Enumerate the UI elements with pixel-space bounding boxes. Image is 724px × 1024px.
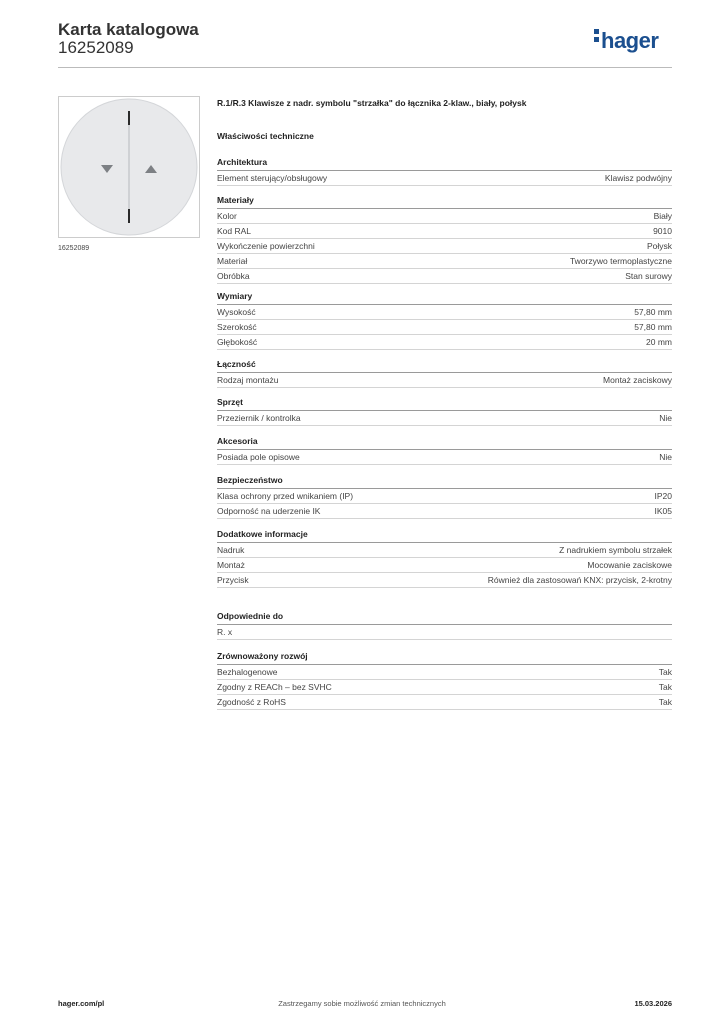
group-title: Materiały bbox=[217, 193, 672, 209]
product-image bbox=[58, 96, 200, 238]
row-value: Połysk bbox=[646, 241, 672, 251]
row-value: 9010 bbox=[653, 226, 672, 236]
row-label: Szerokość bbox=[217, 322, 257, 332]
group-dodatkowe-informacje bbox=[217, 527, 672, 588]
row-value: Tak bbox=[658, 682, 672, 692]
group-akcesoria bbox=[217, 434, 672, 465]
row-label: Przeziernik / kontrolka bbox=[217, 413, 301, 423]
table-row bbox=[217, 305, 672, 320]
footer-website-link[interactable]: hager.com/pl bbox=[58, 999, 105, 1008]
table-row bbox=[217, 504, 672, 519]
row-label: Materiał bbox=[217, 256, 248, 266]
table-row bbox=[217, 239, 672, 254]
table-row bbox=[217, 558, 672, 573]
row-label: Wykończenie powierzchni bbox=[217, 241, 315, 251]
product-title: R.1/R.3 Klawisze z nadr. symbolu "strzałka" do łącznika 2-klaw., biały, połysk bbox=[217, 98, 527, 108]
row-value: Klawisz podwójny bbox=[604, 173, 672, 183]
group-title: Sprzęt bbox=[217, 395, 672, 411]
group-materialy bbox=[217, 193, 672, 284]
group-wymiary bbox=[217, 289, 672, 350]
row-label: Wysokość bbox=[217, 307, 256, 317]
footer-date: 15.03.2026 bbox=[634, 999, 672, 1008]
row-value: Mocowanie zaciskowe bbox=[587, 560, 672, 570]
table-row bbox=[217, 224, 672, 239]
group-odpowiednie-do bbox=[217, 609, 672, 640]
table-row bbox=[217, 543, 672, 558]
row-value: Biały bbox=[653, 211, 672, 221]
row-value: 20 mm bbox=[646, 337, 672, 347]
group-title: Bezpieczeństwo bbox=[217, 473, 672, 489]
row-value: Nie bbox=[659, 452, 672, 462]
header-divider bbox=[58, 67, 672, 68]
row-label: Klasa ochrony przed wnikaniem (IP) bbox=[217, 491, 354, 501]
document-title: Karta katalogowa bbox=[58, 20, 199, 39]
group-title: Akcesoria bbox=[217, 434, 672, 450]
row-label: Posiada pole opisowe bbox=[217, 452, 300, 462]
table-row bbox=[217, 489, 672, 504]
group-title: Zrównoważony rozwój bbox=[217, 649, 672, 665]
footer-notice: Zastrzegamy sobie możliwość zmian technicznych bbox=[278, 999, 446, 1008]
group-zrownowazony-rozwoj bbox=[217, 649, 672, 710]
row-label: Element sterujący/obsługowy bbox=[217, 173, 328, 183]
table-row bbox=[217, 665, 672, 680]
table-row bbox=[217, 695, 672, 710]
row-label: Kod RAL bbox=[217, 226, 252, 236]
logo-dots-icon bbox=[594, 29, 599, 45]
row-value: Tak bbox=[658, 667, 672, 677]
group-architektura bbox=[217, 155, 672, 186]
row-label: Kolor bbox=[217, 211, 237, 221]
logo-text: hager bbox=[601, 28, 659, 53]
table-row bbox=[217, 335, 672, 350]
table-row bbox=[217, 680, 672, 695]
row-label: Odporność na uderzenie IK bbox=[217, 506, 321, 516]
group-bezpieczenstwo bbox=[217, 473, 672, 519]
row-label: R. x bbox=[217, 627, 233, 637]
table-row bbox=[217, 373, 672, 388]
row-label: Głębokość bbox=[217, 337, 258, 347]
row-value: 57,80 mm bbox=[634, 322, 672, 332]
row-value: Stan surowy bbox=[625, 271, 672, 281]
row-label: Zgodność z RoHS bbox=[217, 697, 286, 707]
group-title: Wymiary bbox=[217, 289, 672, 305]
row-label: Rodzaj montażu bbox=[217, 375, 279, 385]
group-sprzet bbox=[217, 395, 672, 426]
group-lacznosc bbox=[217, 357, 672, 388]
table-row bbox=[217, 411, 672, 426]
row-value: 57,80 mm bbox=[634, 307, 672, 317]
hager-logo bbox=[594, 28, 658, 54]
document-number: 16252089 bbox=[58, 38, 134, 57]
row-value: Z nadrukiem symbolu strzałek bbox=[559, 545, 672, 555]
row-label: Przycisk bbox=[217, 575, 249, 585]
product-image-caption: 16252089 bbox=[58, 245, 90, 252]
row-value: Tak bbox=[658, 697, 672, 707]
group-title: Dodatkowe informacje bbox=[217, 527, 672, 543]
table-row bbox=[217, 573, 672, 588]
group-title: Architektura bbox=[217, 155, 672, 171]
technical-properties-heading: Właściwości techniczne bbox=[217, 131, 314, 141]
row-value: Również dla zastosowań KNX: przycisk, 2-krotny bbox=[487, 575, 672, 585]
table-row bbox=[217, 320, 672, 335]
row-label: Zgodny z REACh – bez SVHC bbox=[217, 682, 332, 692]
table-row bbox=[217, 269, 672, 284]
row-value: IK05 bbox=[654, 506, 672, 516]
table-row bbox=[217, 625, 672, 640]
row-value: IP20 bbox=[654, 491, 672, 501]
row-label: Nadruk bbox=[217, 545, 245, 555]
table-row bbox=[217, 254, 672, 269]
row-label: Obróbka bbox=[217, 271, 250, 281]
row-value: Tworzywo termoplastyczne bbox=[569, 256, 672, 266]
row-value: Montaż zaciskowy bbox=[603, 375, 672, 385]
row-label: Montaż bbox=[217, 560, 245, 570]
rocker-switch-icon bbox=[59, 97, 199, 237]
table-row bbox=[217, 450, 672, 465]
row-label: Bezhalogenowe bbox=[217, 667, 278, 677]
group-title: Odpowiednie do bbox=[217, 609, 672, 625]
group-title: Łączność bbox=[217, 357, 672, 373]
table-row bbox=[217, 171, 672, 186]
row-value: Nie bbox=[659, 413, 672, 423]
table-row bbox=[217, 209, 672, 224]
